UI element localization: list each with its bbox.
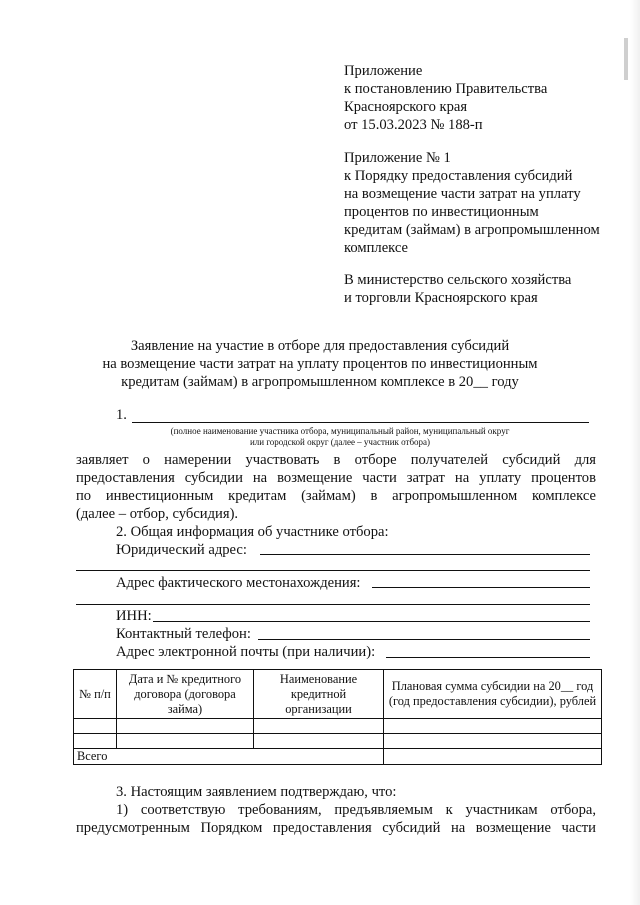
participant-name-hint: (полное наименование участника отбора, муниципальный район, муниципальный округ [170,426,510,436]
participant-name-hint: или городской округ (далее – участник отбора) [249,437,431,447]
legal-address-label: Юридический адрес: [116,542,247,558]
actual-address-field[interactable] [372,587,590,588]
table-cell[interactable] [384,734,602,749]
table-header-bank: Наименование кредитной организации [254,670,384,719]
table-cell[interactable] [117,734,254,749]
inn-label: ИНН: [116,608,152,624]
table-header-number: № п/п [74,670,117,719]
document-title-line: кредитам (займам) в агропромышленном комплексе в 20__ году [121,374,519,390]
section1-body-line: (далее – отбор, субсидия). [76,506,239,522]
section2-heading: 2. Общая информация об участнике отбора: [116,524,389,540]
email-label: Адрес электронной почты (при наличии): [116,644,376,660]
legal-address-field-continued[interactable] [76,570,590,571]
appendix-line: от 15.03.2023 № 188-п [344,117,483,133]
inn-field[interactable] [153,621,590,622]
appendix1-line: кредитам (займам) в агропромышленном [344,222,600,238]
table-header-amount: Плановая сумма субсидии на 20__ год (год предоставления субсидии), рублей [384,670,602,719]
participant-name-field[interactable] [132,422,589,423]
addressee-line: В министерство сельского хозяйства [344,272,572,288]
section3-item-line: предусмотренным Порядком предоставления субсидий на возмещение части [76,820,596,836]
section3-item-line: 1) соответствую требованиям, предъявляемым к участникам отбора, [116,802,596,818]
appendix1-line: процентов по инвестиционным [344,204,539,220]
addressee-line: и торговли Красноярского края [344,290,538,306]
email-field[interactable] [386,657,590,658]
section3-heading: 3. Настоящим заявлением подтверждаю, что: [116,784,397,800]
document-title-line: Заявление на участие в отборе для предоставления субсидий [130,338,510,354]
table-cell[interactable] [74,734,117,749]
appendix-line: к постановлению Правительства [344,81,548,97]
table-cell[interactable] [74,719,117,734]
appendix-line: Красноярского края [344,99,468,115]
appendix1-line: Приложение № 1 [344,150,451,166]
table-cell[interactable] [117,719,254,734]
loan-table [73,669,602,765]
actual-address-field-continued[interactable] [76,604,590,605]
legal-address-field[interactable] [260,554,590,555]
scan-artifact [624,38,628,80]
section1-body-line: по инвестиционным кредитам (займам) в агропромышленном комплексе [76,488,596,504]
section1-number: 1. [116,407,127,423]
section1-body-line: заявляет о намерении участвовать в отборе получателей субсидий для [76,452,596,468]
appendix1-line: комплексе [344,240,409,256]
appendix1-line: на возмещение части затрат на уплату [344,186,581,202]
appendix1-line: к Порядку предоставления субсидий [344,168,573,184]
document-title-line: на возмещение части затрат на уплату процентов по инвестиционным [102,356,538,372]
table-cell[interactable] [384,719,602,734]
section1-body-line: предоставления субсидии на возмещение части затрат на уплату процентов [76,470,596,486]
page-edge-shadow [630,0,640,905]
appendix-line: Приложение [344,63,423,79]
table-cell[interactable] [254,734,384,749]
table-total-label: Всего [74,749,384,765]
table-cell[interactable] [254,719,384,734]
actual-address-label: Адрес фактического местонахождения: [116,575,361,591]
table-total-value[interactable] [384,749,602,765]
phone-field[interactable] [258,639,590,640]
table-header-contract: Дата и № кредитного договора (договора займа) [117,670,254,719]
phone-label: Контактный телефон: [116,626,251,642]
